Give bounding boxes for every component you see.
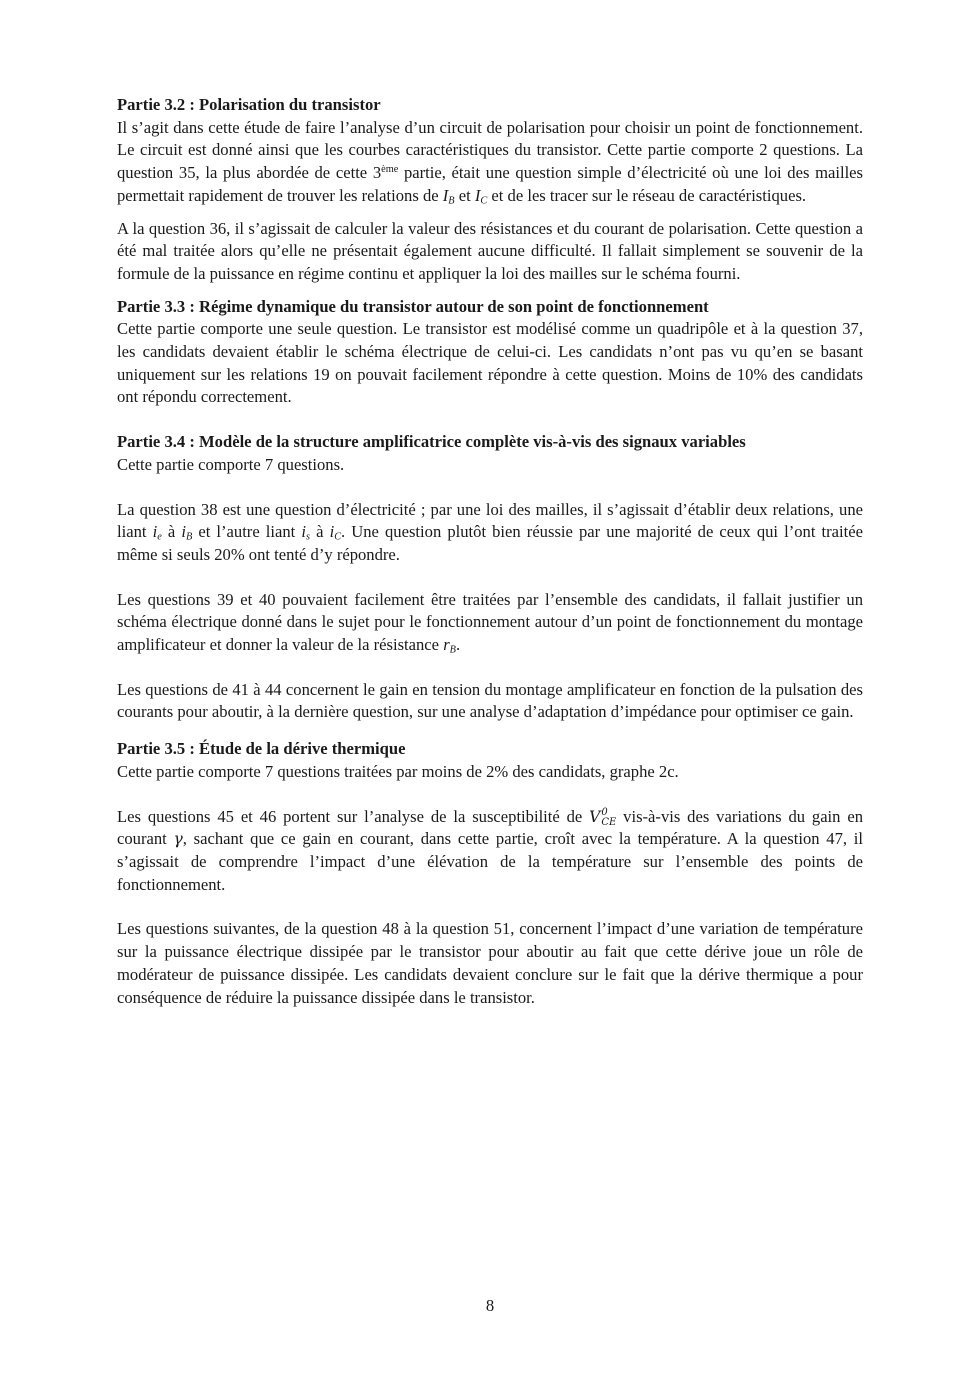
var-IB: $I_B$ [442,185,455,207]
section-3-4-paragraph-3: Les questions 39 et 40 pouvaient facilement être traitées par l’ensemble des candidats, il fallait justifier un schéma électrique donné dans le sujet pour le fonctionnement autour d’un point de fonctionnement du montage amplificateur et donner la valeur de la résistance $r_B$. [117,589,863,656]
section-3-2-paragraph-2: A la question 36, il s’agissait de calculer la valeur des résistances et du courant de polarisation. Cette question a été mal traitée alors qu’elle ne présentait également aucune difficulté. Il fallait simplement se souvenir de la formule de la puissance en régime continu et appliquer la loi des mailles sur le schéma fourni. [117,218,863,283]
section-3-3-heading: Partie 3.3 : Régime dynamique du transistor autour de son point de fonctionnement [117,296,709,316]
section-3-5-paragraph-3: Les questions suivantes, de la question 48 à la question 51, concernent l’impact d’une variation de température sur la puissance électrique dissipée par le transistor pour aboutir au fait que cette dérive joue un rôle de modérateur de puissance dissipée. Les candidats devaient conclure sur le fait que la dérive thermique a pour conséquence de réduire la puissance dissipée dans le transistor. [117,919,863,1007]
section-3-4-paragraph-1: Cette partie comporte 7 questions. [117,454,345,474]
section-3-3-paragraph-1: Cette partie comporte une seule question. Le transistor est modélisé comme un quadripôle et à la question 37, les candidats devaient établir le schéma électrique de celui-ci. Les candidats n’ont pas vu qu’en se basant uniquement sur les relations 19 on pouvait facilement répondre à cette question. Moins de 10% des candidats ont répondu correctement. [117,319,863,407]
document-body [117,94,863,1009]
section-3-4-paragraph-2: La question 38 est une question d’électricité ; par une loi des mailles, il s’agissait d’établir deux relations, une liant $i_e$ à $i_B$ et l’autre liant $i_s$ à $i_C$. Une question plutôt bien réussie par une majorité de ceux qui l’ont traitée même si seuls 20% ont tenté d’y répondre. [117,499,863,564]
section-3-5-paragraph-2: Les questions 45 et 46 portent sur l’analyse de la susceptibilité de V 0 CE vis-à-vis des variations du gain en courant γ, sachant que ce gain en courant, dans cette partie, croît avec la température. A la question 47, il s’agissait de comprendre l’impact d’une élévation de la température sur l’ensemble des points de fonctionnement. [117,806,863,894]
section-3-4-heading: Partie 3.4 : Modèle de la structure amplificatrice complète vis-à-vis des signaux variables [117,432,746,452]
var-iC: $i_C$ [329,522,342,543]
page-number: 8 [485,1296,495,1315]
section-3-2-paragraph-1: Il s’agit dans cette étude de faire l’analyse d’un circuit de polarisation pour choisir un point de fonctionnement. Le circuit est donné ainsi que les courbes caractéristiques du transistor. Cette partie comporte 2 questions. La question 35, la plus abordée de cette 3ème partie, était une question simple d’électricité où une loi des mailles permettait rapidement de trouver les relations de $I_B$ et $I_C$ et de les tracer sur le réseau de caractéristiques. [117,117,863,207]
var-IC: $I_C$ [474,185,488,207]
var-VCE0: V 0 CE [589,806,617,828]
var-iB: $i_B$ [181,522,193,543]
section-3-2-heading: Partie 3.2 : Polarisation du transistor [117,95,381,114]
section-3-5-paragraph-1: Cette partie comporte 7 questions traitées par moins de 2% des candidats, graphe 2c. [117,761,679,781]
var-gamma: γ [173,830,183,849]
var-is: $i_s$ [301,522,311,543]
var-rB: $r_B$ [443,635,456,656]
section-3-5-heading: Partie 3.5 : Étude de la dérive thermique [117,739,406,759]
section-3-4-paragraph-4: Les questions de 41 à 44 concernent le gain en tension du montage amplificateur en fonction de la pulsation des courants pour aboutir, à la dernière question, sur une analyse d’adaptation d’impédance pour optimiser ce gain. [117,679,863,722]
var-ie: $i_e$ [152,522,162,543]
